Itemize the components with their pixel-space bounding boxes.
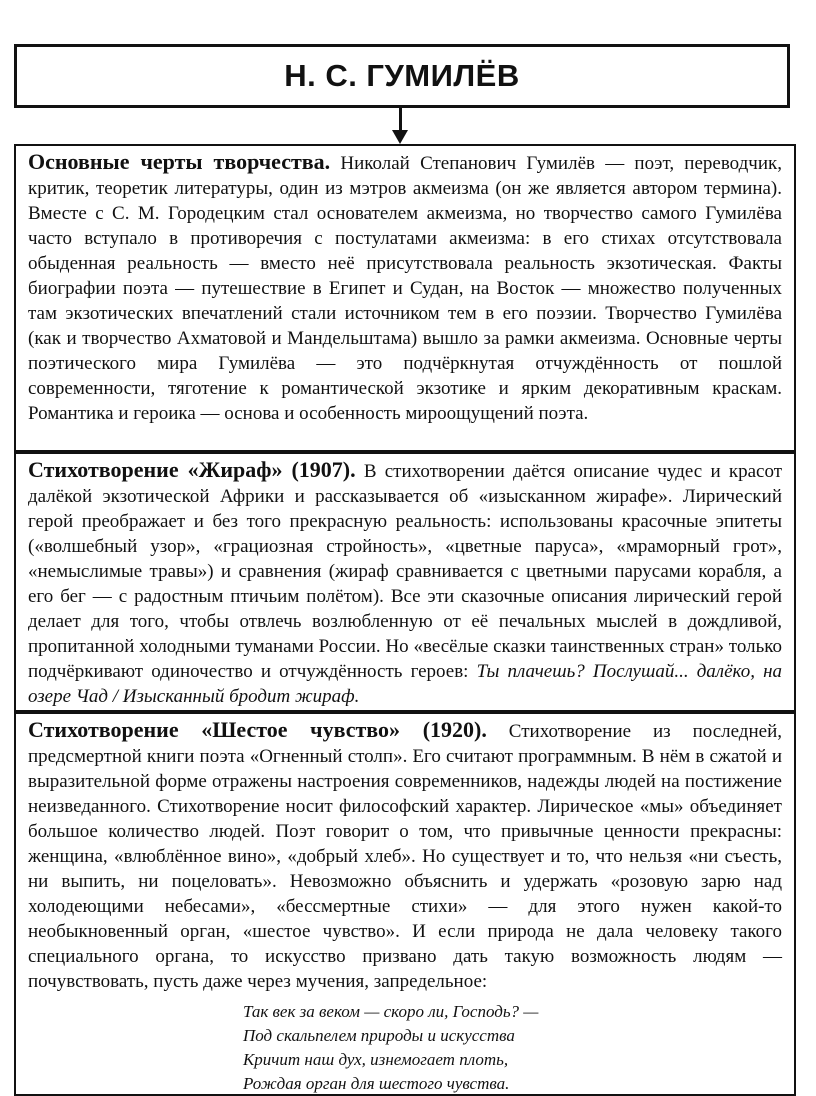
poem-line: Рождая орган для шестого чувства. — [243, 1074, 510, 1093]
poem-excerpt — [243, 1000, 782, 1096]
section-text: Николай Степанович Гумилёв — поэт, переводчик, критик, теоретик литературы, один из мэтров акмеизма (он же является автором термина). Вместе с С. М. Городецким стал основателем акмеизма, но творчество самого Гумилёва часто вступало в противоречия с постулатами акмеизма: в его стихах отсутствовала обыденная реальность — вместо неё присутствовала реальность экзотическая. Факты биографии поэта — путешествие в Египет и Судан, на Восток — множество полученных там экзотических впечатлений стали источником тем в его поэзии. Творчество Гумилёва (как и творчество Ахматовой и Мандельштама) вышло за рамки акмеизма. Основные черты поэтического мира Гумилёва — это подчёркнутая отчуждённость от пошлой современности, тяготение к романтической экзотике и ярким декоративным краскам. Романтика и героика — основа и особенность мироощущений поэта. — [28, 153, 782, 424]
section-main-features — [14, 144, 796, 452]
arrow-down-icon — [392, 130, 408, 144]
section-heading: Основные черты творчества. — [28, 149, 331, 174]
section-giraffe-poem — [14, 452, 796, 712]
poem-line: Кричит наш дух, изнемогает плоть, — [243, 1050, 509, 1069]
page-title: Н. С. ГУМИЛЁВ — [14, 44, 790, 108]
poem-quote: Ты плачешь? Послушай... далёко, на озере Чад / Изысканный бродит жираф. — [28, 661, 782, 707]
section-text: Стихотворение из последней, предсмертной книги поэта «Огненный столп». Его считают программным. В нём в сжатой и выразительной форме отражены настроения современников, надежды людей на постижение неизведанного. Стихотворение носит философский характер. Лирическое «мы» объединяет большое количество людей. Поэт говорит о том, что привычные ценности прекрасны: женщина, «влюблённое вино», «добрый хлеб». Но существует и то, что нельзя «ни съесть, ни выпить, ни поцеловать». Невозможно объяснить и удержать «розовую зарю над холодеющими небесами», «бессмертные стихи» — для этого нужен какой-то необыкновенный орган, «шестое чувство». И если природа не дала человеку такого специального органа, то искусство призвано дать такую возможность людям — почувствовать, пусть даже через мучения, запредельное: — [28, 721, 782, 992]
section-text: В стихотворении даётся описание чудес и красот далёкой экзотической Африки и рассказывается об «изысканном жирафе». Лирический герой преображает и без того прекрасную реальность: использованы красочные эпитеты («волшебный узор», «грациозная стройность», «цветные паруса», «мраморный грот», «немыслимые травы») и сравнения (жираф сравнивается с цветными парусами корабля, а его бег — с радостным птичьим полётом). Все эти сказочные описания лирический герой делает для того, чтобы отвлечь возлюбленную от её печальных мыслей в дождливой, пропитанной холодными туманами России. Но «весёлые сказки таинственных стран» только подчёркивают одиночество и отчуждённость героев: — [28, 461, 783, 682]
section-paragraph — [28, 717, 782, 994]
arrow-connector — [399, 108, 402, 132]
section-heading: Стихотворение «Шестое чувство» (1920). — [28, 717, 487, 742]
section-paragraph — [28, 149, 782, 426]
poem-line: Под скальпелем природы и искусства — [243, 1026, 515, 1045]
poem-line: Так век за веком — скоро ли, Господь? — — [243, 1002, 539, 1021]
section-paragraph — [28, 457, 782, 709]
section-heading: Стихотворение «Жираф» (1907). — [28, 457, 356, 482]
section-sixth-sense-poem — [14, 712, 796, 1096]
